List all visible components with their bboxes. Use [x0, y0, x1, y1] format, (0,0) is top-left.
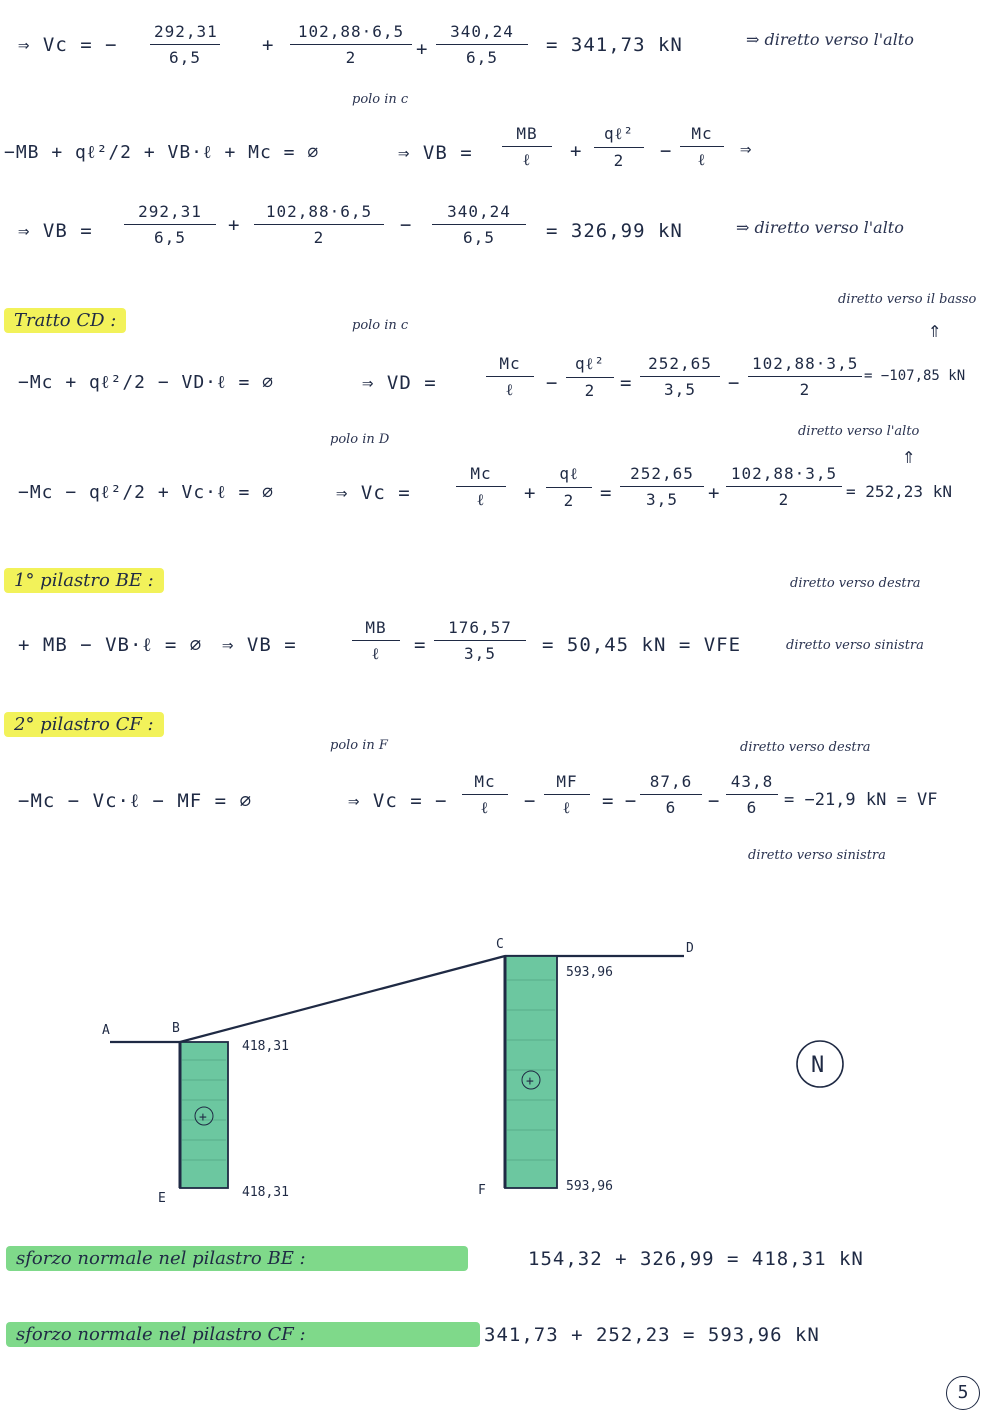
page-number: 5 — [946, 1376, 980, 1410]
pilastro-cf-frac4 — [726, 772, 778, 817]
pilastro-cf-frac2 — [544, 772, 590, 818]
node-a: A — [102, 1023, 110, 1038]
plus-sign-be: + — [199, 1110, 207, 1125]
tratto-cd-eqA-frac1-den: ℓ — [505, 380, 515, 399]
pilastro-cf-frac3 — [640, 772, 702, 817]
eq2-frac3-num: Mc — [680, 124, 724, 147]
tratto-cd-eqB-frac1-den: ℓ — [476, 490, 486, 509]
node-e: E — [158, 1191, 166, 1206]
eq2-tail: ⇒ — [740, 138, 753, 160]
tratto-cd-eqB-frac3 — [620, 464, 704, 509]
tratto-cd-eqB-frac3-den: 3,5 — [646, 490, 678, 509]
eq1-frac3-den: 6,5 — [466, 48, 498, 67]
eq1-op1: + — [262, 34, 274, 56]
eq3-result: = 326,99 kN — [546, 220, 683, 242]
summary-cf-value: 341,73 + 252,23 = 593,96 kN — [484, 1324, 820, 1346]
eq1-frac2 — [290, 22, 412, 67]
eq3-note: ⇒ diretto verso l'alto — [736, 218, 904, 237]
node-c: C — [496, 937, 504, 952]
eq1-frac2-den: 2 — [345, 48, 357, 67]
eq1-note: ⇒ diretto verso l'alto — [746, 30, 914, 49]
eq3-frac3-den: 6,5 — [463, 228, 495, 247]
pilastro-be-eq-mid: ⇒ VB = — [222, 634, 297, 656]
tratto-cd-eqB-frac2 — [546, 464, 592, 510]
eq3-frac2-num: 102,88·6,5 — [254, 202, 384, 225]
tratto-cd-eqA-mid: ⇒ VD = — [362, 372, 437, 394]
eq1-frac1 — [150, 22, 220, 67]
tratto-cd-eqB-frac3-num: 252,65 — [620, 464, 704, 487]
up-arrow-icon-2: ⇑ — [902, 444, 917, 469]
eq1-lhs: ⇒ Vc = − — [18, 34, 118, 56]
pilastro-cf-frac1-den: ℓ — [480, 798, 490, 817]
eq2-frac3 — [680, 124, 724, 170]
tratto-cd-eqB-eq: = — [600, 482, 612, 504]
pilastro-cf-op1: − — [524, 790, 536, 812]
beam-bc — [180, 956, 505, 1042]
tratto-cd-eqB-result: = 252,23 kN — [846, 482, 952, 501]
eq3-lhs: ⇒ VB = — [18, 220, 93, 242]
tratto-cd-note-mid: diretto verso l'alto — [798, 424, 920, 439]
pilastro-be-note-left: diretto verso sinistra — [786, 638, 924, 653]
tratto-cd-eqB-frac2-den: 2 — [563, 491, 575, 510]
eq2-frac2-num: qℓ² — [594, 124, 644, 148]
pilastro-cf-pole: polo in F — [330, 738, 388, 753]
eq1-frac3-num: 340,24 — [436, 22, 528, 45]
normal-force-diagram — [0, 930, 1000, 1220]
tratto-cd-eqA-frac1 — [486, 354, 534, 400]
eq1-frac2-num: 102,88·6,5 — [290, 22, 412, 45]
tratto-cd-eqA-frac3-den: 3,5 — [664, 380, 696, 399]
pilastro-be-heading: 1° pilastro BE : — [4, 568, 164, 593]
eq3-frac2 — [254, 202, 384, 247]
tratto-cd-pole1: polo in c — [352, 318, 409, 333]
pilastro-cf-eq-lhs: −Mc − Vc·ℓ − MF = ∅ — [18, 790, 253, 812]
tratto-cd-eqA-frac2-den: 2 — [584, 381, 596, 400]
tratto-cd-eqB-frac1 — [456, 464, 506, 510]
tratto-cd-eqA-frac3 — [640, 354, 720, 399]
tratto-cd-eqB-frac4-num: 102,88·3,5 — [726, 464, 842, 487]
pilastro-be-frac2-num: 176,57 — [434, 618, 526, 641]
eq2-op1: + — [570, 140, 582, 162]
pilastro-cf-frac2-den: ℓ — [562, 798, 572, 817]
eq2-pole-note: polo in c — [352, 92, 409, 107]
tratto-cd-eqB-op1: + — [524, 482, 536, 504]
summary-be-value: 154,32 + 326,99 = 418,31 kN — [528, 1248, 864, 1270]
eq2-frac1 — [502, 124, 552, 170]
eq2-frac2 — [594, 124, 644, 170]
pilastro-be-eq-lhs: + MB − VB·ℓ = ∅ — [18, 634, 203, 656]
pilastro-be-frac1-num: MB — [352, 618, 400, 641]
tratto-cd-eqA-frac4 — [748, 354, 862, 399]
node-d: D — [686, 941, 694, 956]
eq3-op1: + — [228, 214, 240, 236]
tratto-cd-eqB-frac4 — [726, 464, 842, 509]
pilastro-cf-eq-mid: ⇒ Vc = − — [348, 790, 448, 812]
pilastro-cf-frac3-den: 6 — [665, 798, 677, 817]
eq2-op2: − — [660, 140, 672, 162]
tratto-cd-eqA-op1: − — [546, 372, 558, 394]
pilastro-be-eq: = — [414, 634, 426, 656]
pilastro-be-frac1 — [352, 618, 400, 664]
tratto-cd-eqB-frac1-num: Mc — [456, 464, 506, 487]
tratto-cd-eqA-frac2 — [566, 354, 614, 400]
tratto-cd-eqB-lhs: −Mc − qℓ²/2 + Vc·ℓ = ∅ — [18, 482, 274, 503]
tratto-cd-eqB-mid: ⇒ Vc = — [336, 482, 411, 504]
tratto-cd-eqA-frac4-den: 2 — [799, 380, 811, 399]
plus-sign-cf: + — [526, 1074, 534, 1089]
eq1-op2: + — [416, 38, 428, 60]
eq3-frac1-num: 292,31 — [124, 202, 216, 225]
pilastro-be-frac2 — [434, 618, 526, 663]
pilastro-be-frac1-den: ℓ — [371, 644, 381, 663]
tratto-cd-eqA-result: = −107,85 kN — [864, 368, 966, 384]
eq2-frac3-den: ℓ — [697, 150, 707, 169]
tratto-cd-eqA-lhs: −Mc + qℓ²/2 − VD·ℓ = ∅ — [18, 372, 274, 393]
pilastro-cf-result: = −21,9 kN = VF — [784, 790, 938, 810]
pilastro-be-note-right: diretto verso destra — [790, 576, 921, 591]
pilastro-be-frac2-den: 3,5 — [464, 644, 496, 663]
pilastro-be-result: = 50,45 kN = VFE — [542, 634, 742, 656]
tratto-cd-eqA-frac4-num: 102,88·3,5 — [748, 354, 862, 377]
eq2-frac1-num: MB — [502, 124, 552, 147]
pilastro-cf-frac4-num: 43,8 — [726, 772, 778, 795]
pilastro-cf-frac2-num: MF — [544, 772, 590, 795]
tratto-cd-eqA-frac2-num: qℓ² — [566, 354, 614, 378]
be-top-value: 418,31 — [242, 1039, 289, 1054]
eq1-frac3 — [436, 22, 528, 67]
cf-bottom-value: 593,96 — [566, 1179, 613, 1194]
be-bottom-value: 418,31 — [242, 1185, 289, 1200]
node-b: B — [172, 1021, 180, 1036]
tratto-cd-eqA-op2: − — [728, 372, 740, 394]
tratto-cd-eqB-op2: + — [708, 482, 720, 504]
summary-be-label: sforzo normale nel pilastro BE : — [6, 1246, 468, 1271]
pilastro-cf-frac1 — [462, 772, 508, 818]
eq3-frac3-num: 340,24 — [432, 202, 526, 225]
eq3-frac2-den: 2 — [313, 228, 325, 247]
eq2-frac1-den: ℓ — [522, 150, 532, 169]
tratto-cd-eqA-eq: = — [620, 372, 632, 394]
summary-cf-label: sforzo normale nel pilastro CF : — [6, 1322, 480, 1347]
n-badge-label: N — [811, 1053, 825, 1078]
eq3-op2: − — [400, 214, 412, 236]
eq2-frac2-den: 2 — [613, 151, 625, 170]
tratto-cd-eqA-frac1-num: Mc — [486, 354, 534, 377]
tratto-cd-eqB-frac2-num: qℓ — [546, 464, 592, 488]
pilastro-cf-heading: 2° pilastro CF : — [4, 712, 164, 737]
node-f: F — [478, 1183, 486, 1198]
pilastro-cf-op2: − — [708, 790, 720, 812]
up-arrow-icon: ⇑ — [928, 318, 943, 343]
eq1-frac1-den: 6,5 — [169, 48, 201, 67]
eq3-frac1 — [124, 202, 216, 247]
tratto-cd-pole2: polo in D — [330, 432, 390, 447]
eq1-result: = 341,73 kN — [546, 34, 683, 56]
eq1-frac1-num: 292,31 — [150, 22, 220, 45]
eq3-frac1-den: 6,5 — [154, 228, 186, 247]
pilastro-cf-eq: = − — [602, 790, 637, 812]
pilastro-cf-frac3-num: 87,6 — [640, 772, 702, 795]
pilastro-cf-frac1-num: Mc — [462, 772, 508, 795]
tratto-cd-note-top: diretto verso il basso — [838, 292, 977, 307]
pilastro-cf-frac4-den: 6 — [746, 798, 758, 817]
column-cf-fill — [505, 956, 557, 1188]
eq2-lhs: −MB + qℓ²/2 + VB·ℓ + Mc = ∅ — [4, 142, 320, 163]
pilastro-cf-note-right: diretto verso destra — [740, 740, 871, 755]
tratto-cd-eqB-frac4-den: 2 — [778, 490, 790, 509]
eq3-frac3 — [432, 202, 526, 247]
cf-top-value: 593,96 — [566, 965, 613, 980]
tratto-cd-heading: Tratto CD : — [4, 308, 126, 333]
pilastro-cf-note-bottom: diretto verso sinistra — [748, 848, 886, 863]
tratto-cd-eqA-frac3-num: 252,65 — [640, 354, 720, 377]
hatching — [182, 980, 555, 1160]
eq2-mid: ⇒ VB = — [398, 142, 473, 164]
